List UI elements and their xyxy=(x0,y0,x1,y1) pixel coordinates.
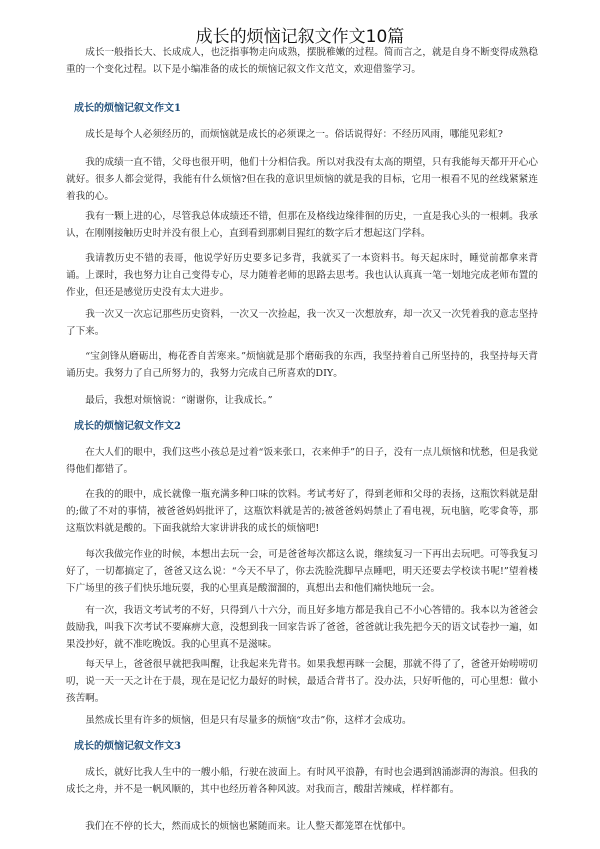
paragraph: 我一次又一次忘记那些历史资料，一次又一次捡起，我一次又一次想放弃，却一次又一次凭着我的意志坚持了下来。 xyxy=(66,309,538,337)
paragraph: 最后，我想对烦恼说：“谢谢你，让我成长。” xyxy=(85,395,273,406)
document-title: 成长的烦恼记叙文作文10篇 xyxy=(195,27,405,47)
paragraph: 成长，就好比我人生中的一艘小船，行驶在波面上。有时风平浪静，有时也会遇到汹涌澎湃的海浪。但我的成长之舟，并不是一帆风顺的，其中也经历着各种风波。对我而言，酸甜苦辣咸，样样都有。 xyxy=(66,767,538,795)
paragraph: “宝剑锋从磨砺出，梅花香自苦寒来。”烦恼就是那个磨砺我的东西，我坚持着自己所坚持的，我坚持每天背诵历史。我努力了自己所努力的，我努力完成自己所喜欢的DIY。 xyxy=(66,351,538,379)
paragraph: 每次我做完作业的时候，本想出去玩一会，可是爸爸每次都这么说，继续复习一下再出去玩吧。可等我复习好了，一切都搞定了，爸爸又这么说：“今天不早了，你去洗脸洗脚早点睡吧，明天还要去学校读书呢!”望着楼下广场里的孩子们快乐地玩耍，我的心里真是酸溜溜的，真想出去和他们痛快地玩一会。 xyxy=(66,549,538,594)
paragraph: 成长是每个人必须经历的，而烦恼就是成长的必须课之一。俗话说得好：不经历风雨，哪能见彩虹? xyxy=(85,129,503,140)
paragraph: 虽然成长里有许多的烦恼，但是只有尽量多的烦恼“攻击”你，这样才会成功。 xyxy=(85,715,412,726)
section-heading-2: 成长的烦恼记叙文作文2 xyxy=(74,421,181,432)
paragraph: 有一次，我语文考试考的不好，只得到八十六分，而且好多地方都是我自己不小心答错的。我本以为爸爸会鼓励我，叫我下次考试不要麻痹大意，没想到我一回家告诉了爸爸，爸爸就让我先把今天的语文试卷抄一遍，如果没抄好，就不准吃晚饭。我的心里真不是滋味。 xyxy=(66,605,538,650)
section-heading-3: 成长的烦恼记叙文作文3 xyxy=(74,741,181,752)
paragraph: 在大人们的眼中，我们这些小孩总是过着“饭来张口，衣来伸手”的日子，没有一点儿烦恼和忧愁，但是我觉得他们都错了。 xyxy=(66,447,538,475)
intro-paragraph: 成长一般指长大、长成成人，也泛指事物走向成熟，摆脱稚嫩的过程。简而言之，就是自身不断变得成熟稳重的一个变化过程。以下是小编准备的成长的烦恼记叙文作文范文，欢迎借鉴学习。 xyxy=(66,47,538,75)
paragraph: 在我的的眼中，成长就像一瓶充满多种口味的饮料。考试考好了，得到老师和父母的表扬，这瓶饮料就是甜的;做了不对的事情，被爸爸妈妈批评了，这瓶饮料就是苦的;被爸爸妈妈禁止了看电视，玩电脑，吃零食等，那这瓶饮料就是酸的。下面我就给大家讲讲我的成长的烦恼吧! xyxy=(66,489,538,534)
paragraph: 我请教历史不错的表哥，他说学好历史要多记多背，我就买了一本资料书。每天起床时，睡觉前都拿来背诵。上课时，我也努力让自己变得专心，尽力随着老师的思路去思考。我也认认真真一笔一划地完成老师布置的作业，但还是感觉历史没有太大进步。 xyxy=(66,253,538,298)
paragraph: 我有一颗上进的心，尽管我总体成绩还不错，但那在及格线边缘徘徊的历史，一直是我心头的一根刺。我承认，在刚刚接触历史时并没有很上心，直到看到那刺目猩红的数字后才想起这门学科。 xyxy=(66,211,538,239)
paragraph: 我的成绩一直不错，父母也很开明，他们十分相信我。所以对我没有太高的期望，只有我能每天都开开心心就好。很多人都会觉得，我能有什么烦恼?但在我的意识里烦恼的就是我的目标，它用一根看不见的丝线紧紧连着我的心。 xyxy=(66,157,538,202)
section-heading-1: 成长的烦恼记叙文作文1 xyxy=(74,103,181,114)
paragraph: 每天早上，爸爸很早就把我叫醒，让我起来先背书。如果我想再眯一会腿，那就不得了了，爸爸开始唠唠叨叨，说一天一天之计在于晨，现在是记忆力最好的时候，最适合背书了。没办法，只好听他的，可心里想：做小孩苦啊。 xyxy=(66,659,538,704)
paragraph: 我们在不停的长大，然而成长的烦恼也紧随而来。让人整天都笼罩在忧郁中。 xyxy=(85,821,412,832)
